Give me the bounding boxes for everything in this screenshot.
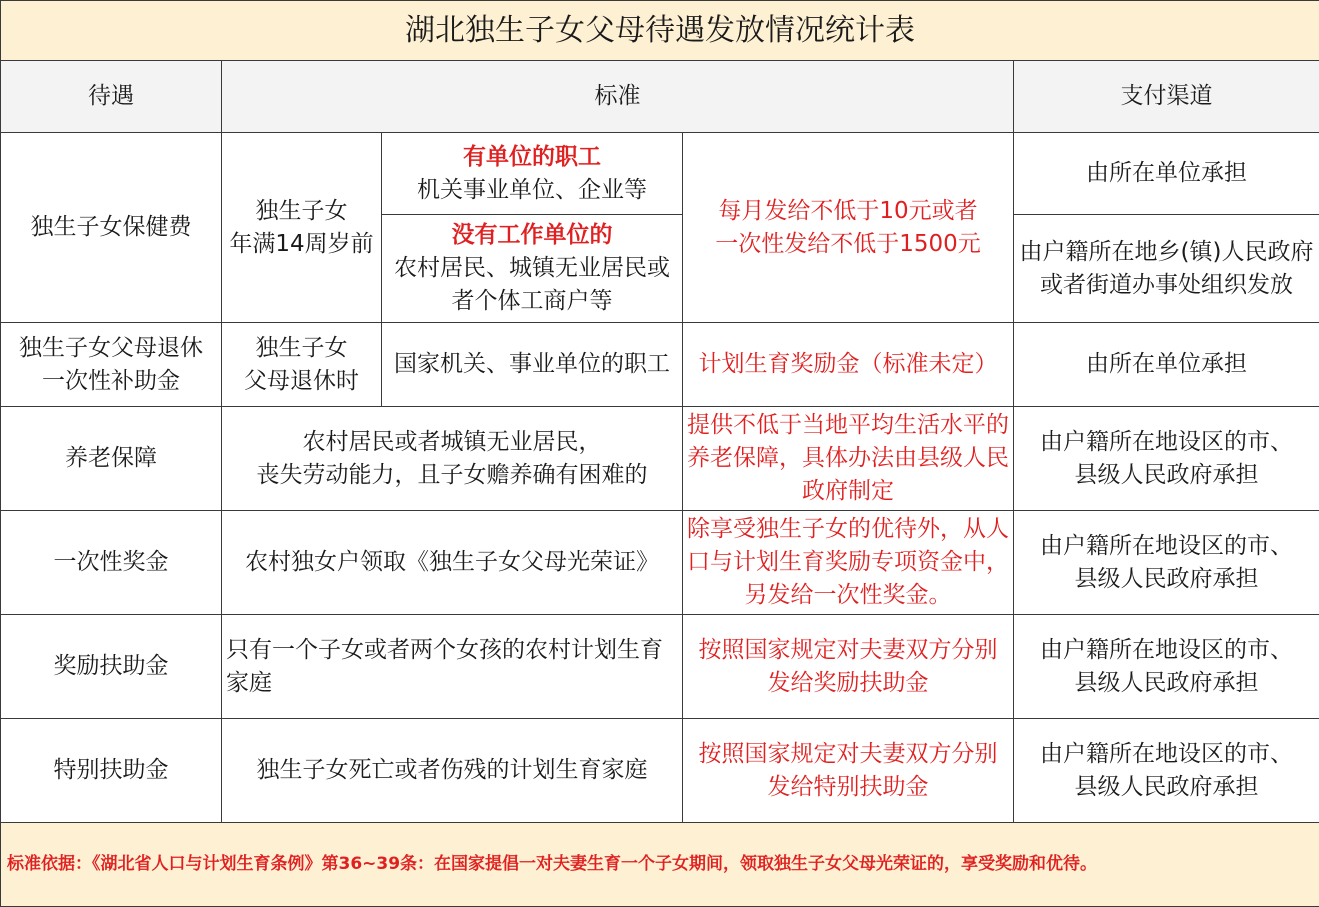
unemployed-desc-line: 者个体工商户等 bbox=[386, 285, 678, 318]
amount-line: 发给奖励扶助金 bbox=[687, 667, 1009, 700]
target-employed bbox=[382, 133, 683, 215]
amount-retirement: 计划生育奖励金（标准未定） bbox=[683, 323, 1014, 407]
benefit-one-time: 一次性奖金 bbox=[1, 511, 222, 615]
target-unemployed bbox=[382, 215, 683, 323]
amount-special bbox=[683, 719, 1014, 823]
condition-one-time: 农村独女户领取《独生子女父母光荣证》 bbox=[222, 511, 683, 615]
condition-line: 独生子女 bbox=[226, 332, 377, 365]
target-retirement: 国家机关、事业单位的职工 bbox=[382, 323, 683, 407]
condition-line: 年满14周岁前 bbox=[226, 228, 377, 261]
condition-pension bbox=[222, 407, 683, 511]
payment-line: 由户籍所在地设区的市、 bbox=[1018, 738, 1315, 771]
benefit-pension: 养老保障 bbox=[1, 407, 222, 511]
payment-pension bbox=[1014, 407, 1319, 511]
condition-line: 丧失劳动能力，且子女赡养确有困难的 bbox=[226, 459, 678, 492]
unemployed-title: 没有工作单位的 bbox=[386, 219, 678, 252]
amount-line: 发给特别扶助金 bbox=[687, 771, 1009, 804]
condition-line: 父母退休时 bbox=[226, 365, 377, 398]
payment-line: 县级人民政府承担 bbox=[1018, 563, 1315, 596]
employed-desc: 机关事业单位、企业等 bbox=[386, 174, 678, 207]
table-title: 湖北独生子女父母待遇发放情况统计表 bbox=[1, 1, 1319, 61]
amount-line: 一次性发给不低于1500元 bbox=[687, 228, 1009, 261]
condition-line: 农村居民或者城镇无业居民， bbox=[226, 426, 678, 459]
amount-pension: 提供不低于当地平均生活水平的养老保障，具体办法由县级人民政府制定 bbox=[683, 407, 1014, 511]
payment-retirement: 由所在单位承担 bbox=[1014, 323, 1319, 407]
amount-line: 每月发给不低于10元或者 bbox=[687, 195, 1009, 228]
benefit-line: 一次性补助金 bbox=[5, 365, 217, 398]
amount-health-fee bbox=[683, 133, 1014, 323]
amount-reward bbox=[683, 615, 1014, 719]
payment-line: 由户籍所在地设区的市、 bbox=[1018, 426, 1315, 459]
payment-line: 县级人民政府承担 bbox=[1018, 667, 1315, 700]
benefit-line: 独生子女父母退休 bbox=[5, 332, 217, 365]
benefit-retirement bbox=[1, 323, 222, 407]
amount-line: 按照国家规定对夫妻双方分别 bbox=[687, 738, 1009, 771]
condition-health-fee bbox=[222, 133, 382, 323]
unemployed-desc-line: 农村居民、城镇无业居民或 bbox=[386, 252, 678, 285]
payment-line: 县级人民政府承担 bbox=[1018, 459, 1315, 492]
condition-special: 独生子女死亡或者伤残的计划生育家庭 bbox=[222, 719, 683, 823]
benefit-health-fee: 独生子女保健费 bbox=[1, 133, 222, 323]
condition-retirement bbox=[222, 323, 382, 407]
header-benefit: 待遇 bbox=[1, 61, 222, 133]
payment-special bbox=[1014, 719, 1319, 823]
condition-reward: 只有一个子女或者两个女孩的农村计划生育家庭 bbox=[222, 615, 683, 719]
payment-line: 由户籍所在地设区的市、 bbox=[1018, 634, 1315, 667]
payment-employed: 由所在单位承担 bbox=[1014, 133, 1319, 215]
payment-line: 由户籍所在地设区的市、 bbox=[1018, 530, 1315, 563]
employed-title: 有单位的职工 bbox=[386, 141, 678, 174]
amount-one-time: 除享受独生子女的优待外，从人口与计划生育奖励专项资金中，另发给一次性奖金。 bbox=[683, 511, 1014, 615]
payment-line: 县级人民政府承担 bbox=[1018, 771, 1315, 804]
payment-one-time bbox=[1014, 511, 1319, 615]
benefit-reward: 奖励扶助金 bbox=[1, 615, 222, 719]
footer-note: 标准依据：《湖北省人口与计划生育条例》第36~39条：在国家提倡一对夫妻生育一个子女期间，领取独生子女父母光荣证的，享受奖励和优待。 bbox=[1, 823, 1319, 907]
benefit-special: 特别扶助金 bbox=[1, 719, 222, 823]
header-standard: 标准 bbox=[222, 61, 1014, 133]
payment-unemployed: 由户籍所在地乡(镇)人民政府或者街道办事处组织发放 bbox=[1014, 215, 1319, 323]
header-payment: 支付渠道 bbox=[1014, 61, 1319, 133]
condition-line: 独生子女 bbox=[226, 195, 377, 228]
amount-line: 按照国家规定对夫妻双方分别 bbox=[687, 634, 1009, 667]
payment-reward bbox=[1014, 615, 1319, 719]
